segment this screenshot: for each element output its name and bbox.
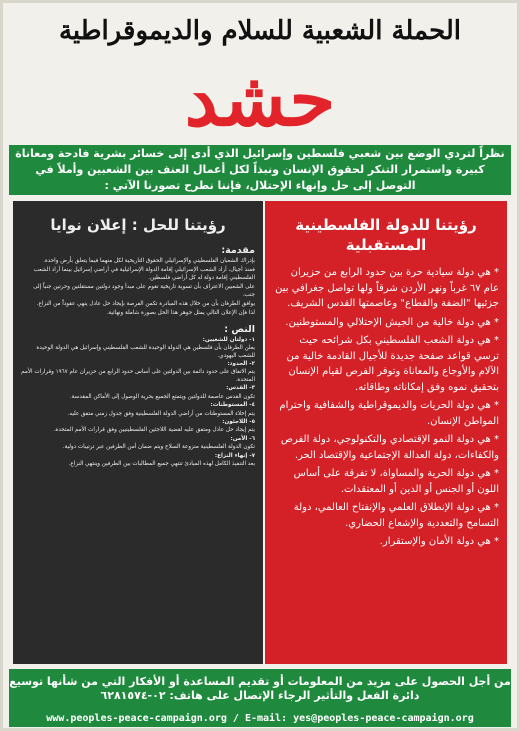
principle-text: بعد التنفيذ الكامل لهذه المبادئ تنتهي جميع المطالبات بين الطرفين وينتهي النزاع. (68, 460, 255, 467)
future-state-list (273, 265, 499, 550)
solution-column (13, 201, 263, 664)
future-state-point: * هي دولة الحرية والمساواة، لا تفرقة على أساس اللون أو الجنس أو الدين أو المعتقدات. (293, 468, 499, 495)
footer-line-2: دائرة الفعل والتأثير الرجاء الإتصال على هاتف: ٠٢-٦٢٨١٥٧٤ (100, 689, 420, 702)
principle-heading: ٦- الأمن: (230, 435, 255, 442)
principle-text: يعلن الطرفان بأن فلسطين هي الدولة الوحيدة للشعب الفلسطيني وإسرائيل هي الدولة الوحيدة للشعب اليهودي. (36, 345, 255, 359)
principle-heading: ٣- القدس: (226, 385, 255, 392)
intro-paragraph: فمنذ أجيال، أراد الشعب الإسرائيلي إقامة الدولة الإسرائيلية في أراضي إسرائيل بينما أراد الشعب الفلسطيني إقامة دولة له كل أراضي فلسطين. (33, 267, 255, 281)
intro-heading: مقدمة: (221, 245, 255, 256)
principle-heading: ٧- إنهاء النزاع: (214, 452, 255, 459)
future-state-point: * هي دولة سيادية حرة بين حدود الرابع من حزيران عام ٦٧ غرباً ونهر الأردن شرقاً ولها تواصل جغرافي بين جزئيها "الضفة والقطاع" وعاصمتها القدس الشريف. (275, 267, 499, 309)
principle-heading: ٥- اللاجئون: (222, 418, 255, 425)
principle-text: تكون الدولة الفلسطينية منزوعة السلاح ويتم ضمان أمن الطرفين عبر ترتيبات دولية. (62, 444, 255, 451)
solution-title: رؤيتنا للحل : إعلان نوايا (50, 216, 226, 234)
main-headline: حشد (184, 57, 336, 143)
footer-line-1: من أجل الحصول على مزيد من المعلومات أو تقديم المساعدة أو الأفكار التي من شأنها توسيع (9, 675, 511, 688)
intro-paragraph: لذا فإن الإعلان التالي يمثل جوهر هذا الحل بصورة شاملة ونهائية. (106, 310, 255, 317)
future-state-point: * هي دولة الحريات والديموقراطية والشفافية واحترام المواطن الإنسان. (279, 400, 499, 427)
future-state-point: * هي دولة الإنطلاق العلمي والإنفتاح العالمي، دولة التسامح والتعددية والإشعاع الحضاري. (293, 502, 499, 529)
principle-text: يتم إيجاد حل عادل ومتفق عليه لقضية اللاجئين الفلسطينيين وفق قرارات الأمم المتحدة. (53, 427, 255, 434)
future-state-point: * هي دولة الشعب الفلسطيني بكل شرائحه حيث ترسي قواعد صفحة جديدة للأجيال القادمة خالية من الآلام والأوجاع والمعاناة وتوفر الفرص لقيام الإنسان بتحقيق نموه وفق إمكاناته وطاقاته. (286, 335, 499, 393)
future-state-title: رؤيتنا للدولة الفلسطينية المستقبلية (295, 216, 477, 254)
campaign-title: الحملة الشعبية للسلام والديموقراطية (58, 16, 462, 46)
principle-text: يتم إخلاء المستوطنات من أراضي الدولة الفلسطينية وفق جدول زمني متفق عليه. (67, 410, 255, 417)
principle-heading: ١- دولتان للشعبين: (202, 336, 255, 343)
principle-heading: ٤- المستوطنات: (210, 402, 255, 409)
principle-heading: ٢- الحدود: (227, 361, 255, 368)
intro-paragraph: على الشعبين الاعتراف بأن تسوية تاريخية تقوم على مبدأ وجود دولتين مستقلتين وحرتين جنباً إلى جنب. (33, 284, 255, 298)
contact-footer (9, 669, 511, 711)
intro-paragraph: يوافق الطرفان بأن من خلال هذه المبادرة تكمن الفرصة بإيجاد حل عادل ينهي عقوداً من النزاع. (36, 301, 255, 308)
future-state-column (265, 201, 507, 664)
poster (3, 3, 517, 728)
future-state-point: * هي دولة خالية من الجيش الإحتلالي والمستوطنين. (285, 316, 499, 328)
website-email-line[interactable]: www.peoples-peace-campaign.org / E-mail: yes@peoples-peace-campaign.org (9, 711, 511, 727)
intro-banner (9, 145, 511, 195)
intro-text: نظراً لتردي الوضع بين شعبي فلسطين وإسرائيل الذي أدى إلى خسائر بشرية فادحة ومعاناة كبيرة واستمرار التنكر لحقوق الإنسان ونبذاً لكل أعمال العنف بين الشعبين وأملاً في التوصل إلى حل وإنهاء الإحتلال، فإننا نطرح تصورنا الآتي : (15, 147, 505, 192)
intro-paragraphs (21, 258, 255, 318)
principles-list (21, 337, 255, 469)
principle-text: تكون القدس عاصمة للدولتين ويتمتع الجميع بحرية الوصول إلى الأماكن المقدسة. (69, 393, 255, 400)
intro-paragraph: بإدراك الشعبان الفلسطيني والإسرائيلي الحقوق التاريخية لكل منهما فيما يتعلق بأرض واحدة. (43, 258, 255, 264)
principles-heading: النص : (224, 323, 255, 335)
future-state-point: * هي دولة الأمان والإستقرار. (379, 536, 499, 547)
future-state-point: * هي دولة النمو الإقتصادي والتكنولوجي، دولة الفرص والكفاءات، دولة العدالة الإجتماعية والإقتصاد الحر. (280, 434, 499, 461)
content-columns (13, 201, 507, 664)
principle-text: يتم الاتفاق على حدود دائمة بين الدولتين على أساس حدود الرابع من حزيران عام ١٩٦٧ وقرارات الأمم المتحدة. (21, 369, 255, 383)
